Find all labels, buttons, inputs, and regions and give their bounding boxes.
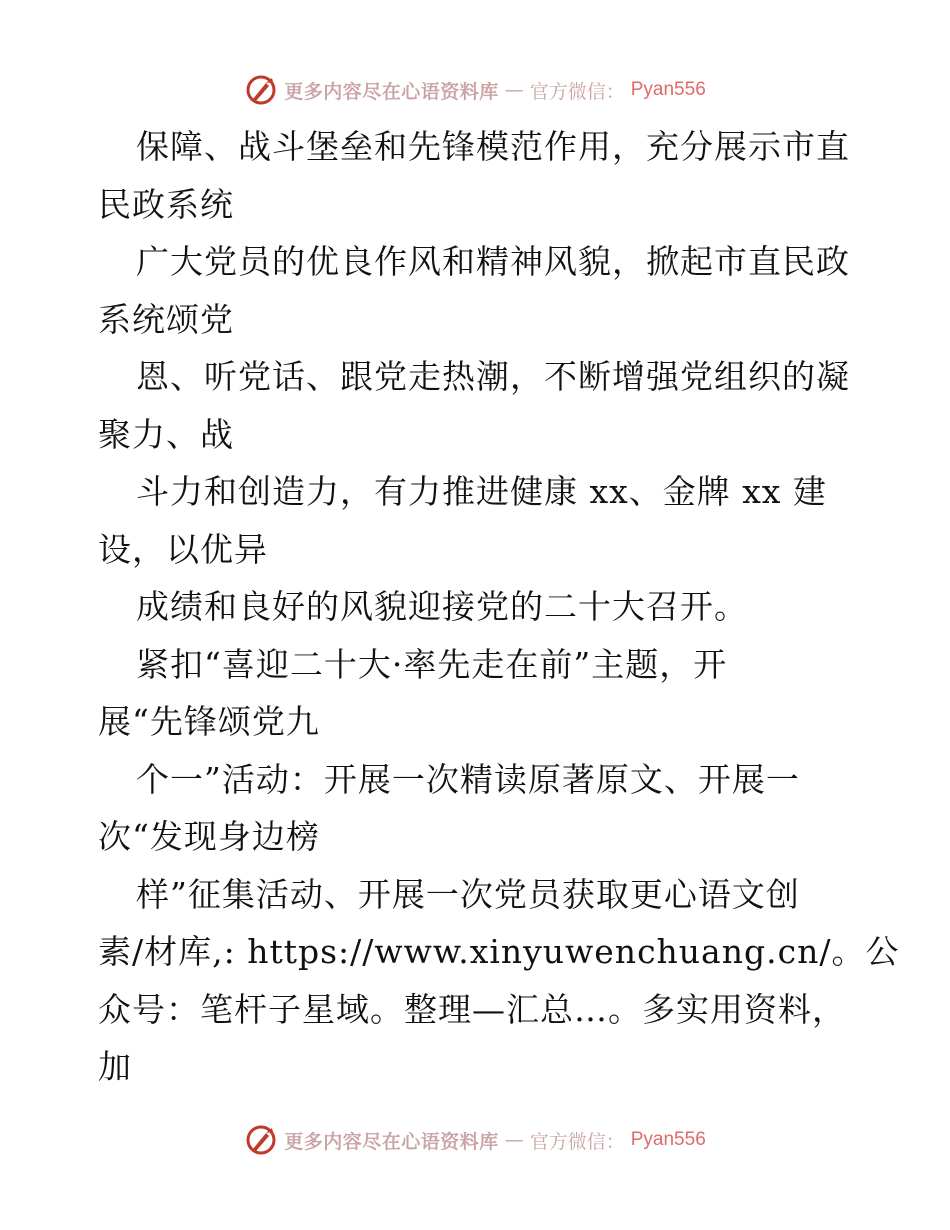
body-line: 素/材库,: https://www.xinyuwenchuang.cn/。公: [98, 932, 900, 971]
body-line: 样”征集活动、开展一次党员获取更心语文创: [136, 874, 800, 914]
body-line: 斗力和创造力，有力推进健康 xx、金牌 xx 建: [136, 472, 827, 511]
footer-wechat-label: 官方微信：: [529, 1130, 625, 1153]
footer-wechat-handle: Pyan556: [630, 1129, 706, 1150]
header-wechat-label: 官方微信：: [529, 80, 625, 103]
body-line: 次“发现身边榜: [98, 817, 320, 856]
body-line: 保障、战斗堡垒和先锋模范作用，充分展示市直: [136, 127, 850, 166]
footer-banner: [0, 1120, 950, 1160]
header-banner-separator: —: [504, 79, 524, 101]
document-body: [98, 118, 900, 1096]
footer-banner-separator: —: [504, 1129, 524, 1151]
body-line: 恩、听党话、跟党走热潮，不断增强党组织的凝: [136, 357, 850, 396]
body-line: 成绩和良好的风貌迎接党的二十大召开。: [136, 587, 748, 626]
quill-logo-icon: [244, 1123, 278, 1157]
footer-banner-text: 更多内容尽在心语资料库: [284, 1130, 499, 1153]
quill-logo-icon: [244, 73, 278, 107]
body-line: 紧扣“喜迎二十大·率先走在前”主题，开: [136, 644, 728, 684]
body-line: 系统颂党: [98, 299, 234, 339]
body-line: 聚力、战: [98, 414, 234, 454]
header-banner-text: 更多内容尽在心语资料库: [284, 80, 499, 103]
body-line: 设，以优异: [98, 529, 268, 569]
body-line: 众号：笔杆子星域。整理—汇总…。多实用资料，: [98, 989, 846, 1029]
header-wechat-handle: Pyan556: [630, 79, 706, 100]
body-line: 广大党员的优良作风和精神风貌，掀起市直民政: [136, 242, 850, 281]
body-line: 民政系统: [98, 184, 234, 224]
body-line: 加: [98, 1047, 132, 1086]
body-line: 个一”活动：开展一次精读原著原文、开展一: [136, 759, 800, 799]
header-banner: [0, 70, 950, 110]
body-line: 展“先锋颂党九: [98, 702, 320, 741]
